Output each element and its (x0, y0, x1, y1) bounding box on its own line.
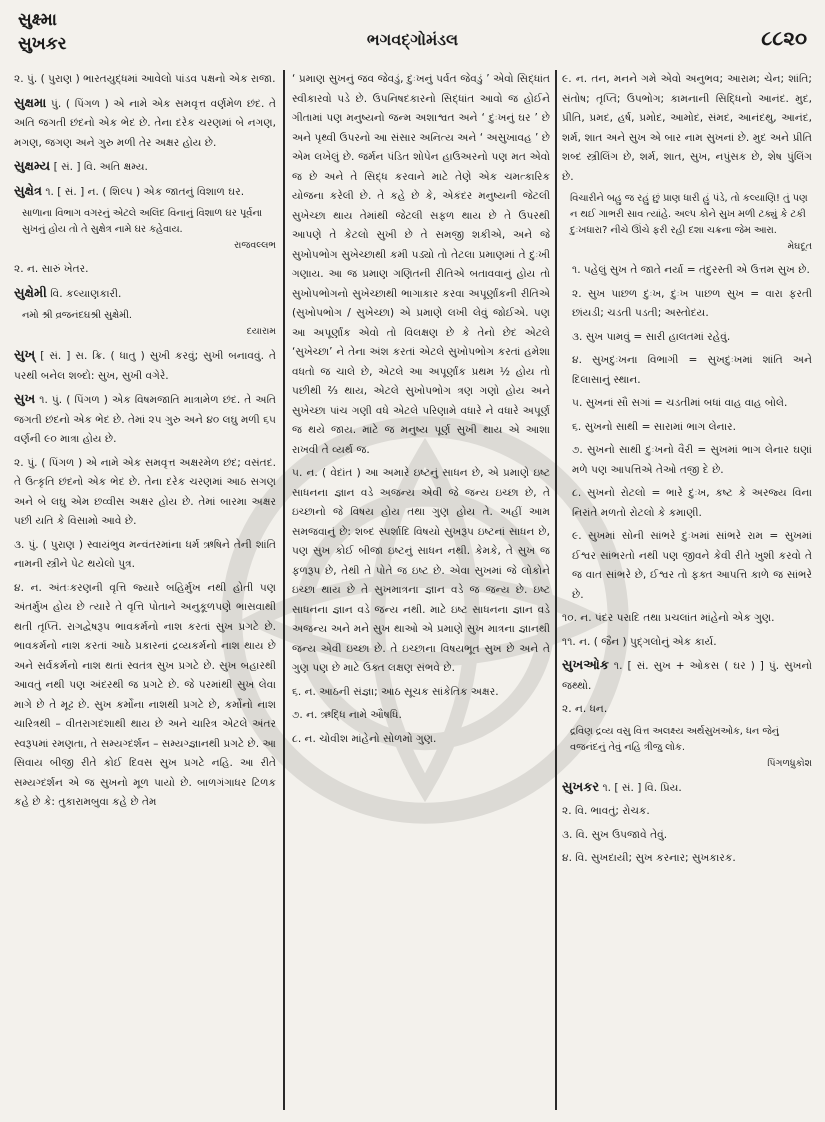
page-header (18, 8, 807, 70)
dictionary-entry (14, 182, 276, 203)
guide-word-first: સુક્ષ્મા (18, 10, 57, 30)
citation-source: દયારામ (246, 326, 276, 337)
sense-paragraph (14, 454, 276, 532)
citation-source: રાજવલ્લભ (234, 240, 276, 251)
entry-text: ૪. ન. અંતઃકરણની વૃત્તિ જ્યારે બહિર્મુખ નથી હોતી પણ અંતર્મુખ હોય છે ત્યારે તે વૃત્તિ પોતાને અનુકૂળપણે ભાસવાથી થતી તૃપ્તિ. રાગદ્વેષરૂપ ભાવકર્મનો નાશ કરતાં સુખ પ્રગટે છે. ભાવકર્મનો નાશ કરતાં આઠે પ્રકારનાં દ્રવ્યકર્મનો નાશ થાય છે અને સર્વકર્મનો નાશ થતાં સ્વતંત્ર સુખ પ્રગટે છે. સુખ બહારથી આવતું નથી પણ અંદરથી જ પ્રગટે છે. જે પરમાંથી સુખ લેવા માગે છે તે મૂઢ છે. સુખ કર્મોના નાશથી પ્રગટે છે, કર્મોનો નાશ ચારિત્રથી – વીતરાગદશાથી થાય છે અને ચારિત્ર એટલે અંતર સ્વરૂપમાં રમણતા, તે સમ્યગ્દર્શન – સમ્યગ્જ્ઞાનથી પ્રગટે છે. આ સિવાય બીજી રીતે કોઈ દિવસ સુખ પ્રગટે નહિ. આ રીતે સમ્યગ્દર્શન એ જ સુખનો મૂળ પાયો છે. બાળગંગાધર ટિળક કહે છે કે: તુકારામબુવા કહે છે તેમ (14, 581, 276, 808)
sense-paragraph (572, 261, 812, 281)
entry-text: પું. ( પિંગળ ) એ નામે એક સમવૃત્ત વર્ણમેળ છંદ. તે અતિ જગતી છંદનો એક ભેદ છે. તેના દરેક ચરણમાં બે નગણ, મગણ, જગણ અને ગુરુ મળી તેર અક્ષર હોય છે. (14, 97, 276, 149)
citation-quote (22, 206, 276, 254)
citation-source: મેઘદૂત (787, 241, 812, 252)
column-2 (292, 70, 550, 753)
entry-text: [ સં. ] સ. ક્રિ. ( ધાતુ ) સુખી કરવું; સુખી બનાવવું. તે પરથી બનેલ શબ્દો: સુખ, સુખી વગેરે. (14, 350, 276, 382)
sense-paragraph (292, 706, 550, 726)
sense-paragraph (572, 527, 812, 605)
sense-paragraph (292, 730, 550, 750)
sense-paragraph (572, 351, 812, 390)
citation-text: દ્રવિણ દ્રવ્ય વસુ વિત્ત અલક્ષ્ય અર્થસુખઓક, ધન જેનું વજનંદનું તેવું નહિ ત્રીજુ લોક. (570, 725, 779, 753)
entry-text: ૮. ન. ચોવીશ માંહેનો સોળમો ગુણ. (292, 732, 437, 745)
entry-text: ૬. સુખનો સાથી = સારામાં ભાગ લેનાર. (572, 420, 737, 433)
entry-text: ૪. સુખદુઃખના વિભાગી = સુખદુઃખમાં શાંતિ અને દિલાસાનું સ્થાન. (572, 354, 812, 386)
dictionary-entry (14, 284, 276, 305)
entry-text: ‘ પ્રમાણ સુખનું જવ જેવડું, દુઃખનું પર્વત જેવડું ’ એવો સિદ્ધાંત સ્વીકારવો પડે છે. ઉપનિષદકારનો સિદ્ધાંત આવો જ હોઈને ગીતામાં પણ મનુષ્યનો જન્મ અશાશ્વત અને ‘ દુઃખનું ઘર ’ છે અને પૃથ્વી ઉપરનો આ સંસાર અનિત્ય અને ‘ અસુખાવહ ’ છે એમ લખેલું છે. જર્મન પંડિત શોપેન હાઉઅરનો પણ મત એવો જ છે અને તે સિદ્ધ કરવાને માટે તેણે એક ચમત્કારિક યોજના કરેલી છે. તે કહે છે કે, એકંદર મનુષ્યની જેટલી સુખેચ્છા થાય તેમાંથી જેટલી સફળ થાય છે તે ઉપરથી આપણે તે કેટલો સુખી છે તે સમજી શકીએ, અને જે સુખોપભોગ સુખેચ્છાથી કમી પડ્યો તો તેટલા પ્રમાણમાં તે દુઃખી ગણાય. આ જ પ્રમાણ ગણિતની રીતિએ બતાવવાનું હોય તો સુખોપભોગનો સુખેચ્છાથી ભાગાકાર કરવા અપૂર્ણાંકની રીતિએ (સુખોપભોગ / સુખેચ્છા) એ પ્રમાણે લખી લેવું જોઈએ. પણ આ અપૂર્ણાંક એવો તો વિલક્ષણ છે કે તેનો છેદ એટલે ‘સુખેચ્છા’ ને તેના અંશ કરતાં એટલે સુખોપભોગ કરતાં હમેશા વધતો જ ચાલે છે, એટલે આ અપૂર્ણાંક પ્રથમ ½ હોય તો પછીથી ⅔ થાય, એટલે સુખોપભોગ ત્રણ ગણો હોય અને સુખેચ્છા પાંચ ગણી વધે એટલે પરિણામે વધારે ને વધારે અપૂર્ણ જ થયે જાય. માટે જ મનુષ્ય પૂર્ણ સુખી થાય એ આશા રાખવી તે વ્યર્થ જ. (292, 73, 550, 456)
citation-text: સાળાના વિભાગ વગરનું એટલે અલિંદ વિનાનું વિશાળ ઘર પૂર્વના સુખનું હોય તો તે સુક્ષેત્ર નામે ઘર કહેવાય. (22, 208, 263, 235)
entry-text: ૨. ન. ધન. (562, 703, 608, 715)
sense-paragraph (562, 802, 812, 822)
column-rule-left (283, 70, 285, 1110)
citation-source: પિંગળધ્રુકોશ (767, 757, 812, 769)
running-title: ભગવદ્ગોમંડલ (366, 30, 459, 49)
entry-text: ૨. વિ. ભાવતું; રોચક. (562, 805, 650, 817)
entry-text: ૩. વિ. સુખ ઉપજાવે તેવું. (562, 828, 668, 841)
column-rule-right (555, 70, 557, 1110)
headword: સુખઓક (562, 658, 609, 673)
sense-paragraph (562, 609, 812, 629)
headword: સુખ્ (14, 348, 36, 363)
headword: સુખ (14, 392, 36, 407)
sense-paragraph (562, 70, 812, 187)
sense-paragraph (14, 536, 276, 575)
dictionary-entry (14, 346, 276, 386)
entry-text: ૭. સુખનો સાથી દુઃખનો વૈરી = સુખમાં ભાગ લેનાર ઘણાં મળે પણ આપત્તિએ તેઓ તજી દે છે. (572, 444, 812, 476)
headword: સુક્ષેત્ર (14, 183, 42, 199)
citation-text: વિચારીને બહુ જ રહું છું પ્રાણ ધારી હું પંડે, તો કલ્યાણિ! તું પણ ન થઈ ગાભરી સાવ ત્યાંહે. અલ્પ કોને સુખ મળી ટક્યું કે ટકી દુઃખધારા? નીચે ઊંચે ફરી રહી દશા ચક્રના જેમ આરા. (570, 193, 808, 236)
page-number: ૮૮૨૦ (761, 26, 807, 50)
dictionary-entry (562, 778, 812, 799)
sense-paragraph (572, 418, 812, 438)
entry-text: ૧. પું. ( પિંગળ ) એક વિષમજાતિ માત્રામેળ છંદ. તે અતિ જગતી છંદનો એક ભેદ છે. તેમાં ૨૫ ગુરુ અને ૪૦ લઘુ મળી ૬૫ વર્ણની ૯૦ માત્રા હોય છે. (14, 394, 276, 445)
headword: સુખકર (562, 779, 600, 795)
entry-text: ૩. સુખ પામવું = સારી હાલતમાં રહેવું. (572, 330, 731, 343)
headword: સુક્ષમ્ય (14, 159, 51, 174)
entry-text: ૫. સુખનાં સૌ સગાં = ચડતીમાં બધાં વાહ વાહ બોલે. (572, 397, 788, 409)
sense-paragraph (14, 260, 276, 280)
sense-paragraph (572, 394, 812, 414)
citation-quote (22, 308, 276, 340)
sense-paragraph (292, 464, 550, 679)
sense-paragraph (572, 441, 812, 480)
entry-text: ૨. પું. ( પુરાણ ) ભારતયુદ્ધમાં આવેલો પાંડવ પક્ષનો એક રાજા. (14, 73, 276, 85)
sense-paragraph (572, 285, 812, 324)
entry-text: ૯. સુખમાં સોની સાંભરે દુઃખમાં સાંભરે રામ = સુખમાં ઈશ્વર સાંભરતો નથી પણ જીવને કેવી રીતે ખુશી કરવો તે જ વાત સાંભરે છે, ઈશ્વર તો ફક્ત આપત્તિ કાળે જ સાંભરે છે. (572, 530, 812, 601)
dictionary-entry (562, 656, 812, 696)
headword: સુક્ષેમી (14, 285, 47, 301)
entry-text: ૨. સુખ પાછળ દુઃખ, દુઃખ પાછળ સુખ = વારા ફરતી છાંયડી; ચડતી પડતી; અસ્તોદય. (572, 287, 812, 319)
entry-text: ૭. ન. ઋદ્ધિ નામે ઔષધિ. (292, 709, 402, 721)
entry-text: ૯. ન. તન, મનને ગમે એવો અનુભવ; આરામ; ચેન; શાંતિ; સંતોષ; તૃપ્તિ; ઉપભોગ; કામનાની સિદ્ધિનો આનંદ. મુદ, પ્રીતિ, પ્રમદ, હર્ષ, પ્રમોદ, આમોદ, સંમદ, આનંદથુ, આનંદ, શર્મ, શાત અને સુખ એ બાર નામ સુખનાં છે. મુદ અને પ્રીતિ શબ્દ સ્ત્રીલિંગ છે, શર્મ, શાત, સુખ, નપુંસક છે, શેષ પુંલિંગ છે. (562, 73, 812, 183)
entry-text: ૩. પું. ( પુરાણ ) સ્વાયંભુવ મન્વંતરમાંના ધર્મ ઋષિને તેની શાંતિ નામની સ્ત્રીને પેટ થયેલો પુત્ર. (14, 538, 276, 570)
citation-text: નમો શ્રી વ્રજનંદઘશ્રી સુક્ષેમી. (22, 310, 133, 321)
dictionary-entry (14, 157, 276, 178)
citation-quote (570, 724, 812, 772)
guide-word-last: સુખકર (18, 34, 67, 54)
entry-text: [ સં. ] વિ. અતિ ક્ષમ્ય. (50, 161, 148, 173)
entry-text: ૧. [ સં. સુખ + ઓકસ ( ઘર ) ] પું. સુખનો જથ્થો. (562, 660, 812, 692)
entry-text: ૨. ન. સારું ખેતર. (14, 263, 89, 275)
sense-paragraph (14, 70, 276, 90)
entry-text: ૬. ન. આઠની સંજ્ઞા; આઠ સૂચક સાંકેતિક અક્ષર. (292, 685, 499, 698)
sense-paragraph (572, 328, 812, 348)
entry-text: ૮. સુખનો રોટલો = ભારે દુઃખ, કષ્ટ કે અરજ્ય વિના નિરાંતે મળતો રોટલો કે કમાણી. (572, 487, 812, 519)
sense-paragraph (292, 70, 550, 460)
sense-paragraph (572, 484, 812, 523)
entry-text: ૫. ન. ( વેદાંત ) આ અમારે ઇષ્ટનું સાધન છે, એ પ્રમાણે ઇષ્ટ સાધનના જ્ઞાન વડે અજન્ય એવી જે જન્ય ઇચ્છા છે, તે ઇચ્છાનો જે વિષય હોય તથા ગુણ હોય તે. અહીં આમ સમજવાનું છે: શબ્દ સ્પર્શાદિ વિષયો સુખરૂપ ઇષ્ટનાં સાધન છે, પણ સુખ કોઈ બીજા ઇષ્ટનું સાધન નથી. કેમકે, તે સુખ જ ફળરૂપ છે, તેથી તે પોતે જ ઇષ્ટ છે. એવા સુખમાં જે લોકોને ઇચ્છા થાય છે તે સુખમાત્રના જ્ઞાન વડે જ જન્ય છે. ઇષ્ટ સાધનના જ્ઞાન વડે જન્ય નથી. માટે ઇષ્ટ સાધનના જ્ઞાન વડે અજન્ય અને મને સુખ થાઓ એ પ્રમાણે સુખ માત્રના જ્ઞાનથી જન્ય એવી ઇચ્છા છે. તે ઇચ્છાના વિષયભૂત સુખ છે અને તે ગુણ પણ છે માટે ઉક્ત લક્ષણ સંભવે છે. (292, 467, 550, 674)
dictionary-entry (14, 390, 276, 450)
sense-paragraph (14, 579, 276, 813)
citation-quote (570, 191, 812, 255)
sense-paragraph (562, 633, 812, 653)
entry-text: ૧૧. ન. ( જૈન ) પુદ્ગલોનું એક કાર્ય. (562, 635, 717, 648)
headword: સુક્ષમા (14, 95, 47, 111)
entry-text: ૪. વિ. સુખદાયી; સુખ કરનાર; સુખકારક. (562, 852, 736, 864)
entry-text: ૨. પું. ( પિંગળ ) એ નામે એક સમવૃત્ત અક્ષરમેળ છંદ; વસંતદ. તે ઉત્કૃતિ છંદનો એક ભેદ છે. તેના દરેક ચરણમાં આઠ સગણ અને બે લઘુ એમ છવ્વીસ અક્ષર હોય છે. તેમાં બારમા અક્ષર પછી યતિ કે વિસામો આવે છે. (14, 456, 276, 527)
entry-text: ૧. [ સં. ] વિ. પ્રિય. (599, 781, 682, 794)
sense-paragraph (562, 826, 812, 846)
entry-text: વિ. કલ્યાણકારી. (46, 287, 122, 300)
dictionary-entry (14, 94, 276, 154)
column-3 (562, 70, 812, 873)
sense-paragraph (562, 700, 812, 720)
sense-paragraph (292, 683, 550, 703)
entry-text: ૧૦. ન. પંદર પરાદિ તથા પ્રચલાંત માંહેનો એક ગુણ. (562, 612, 775, 624)
column-1 (14, 70, 276, 817)
entry-text: ૧. પહેલું સુખ તે જાતે નર્યા = તંદુરસ્તી એ ઉત્તમ સુખ છે. (572, 264, 810, 276)
sense-paragraph (562, 849, 812, 869)
entry-text: ૧. [ સં. ] ન. ( શિલ્પ ) એક જાતનું વિશાળ ઘર. (41, 185, 245, 198)
